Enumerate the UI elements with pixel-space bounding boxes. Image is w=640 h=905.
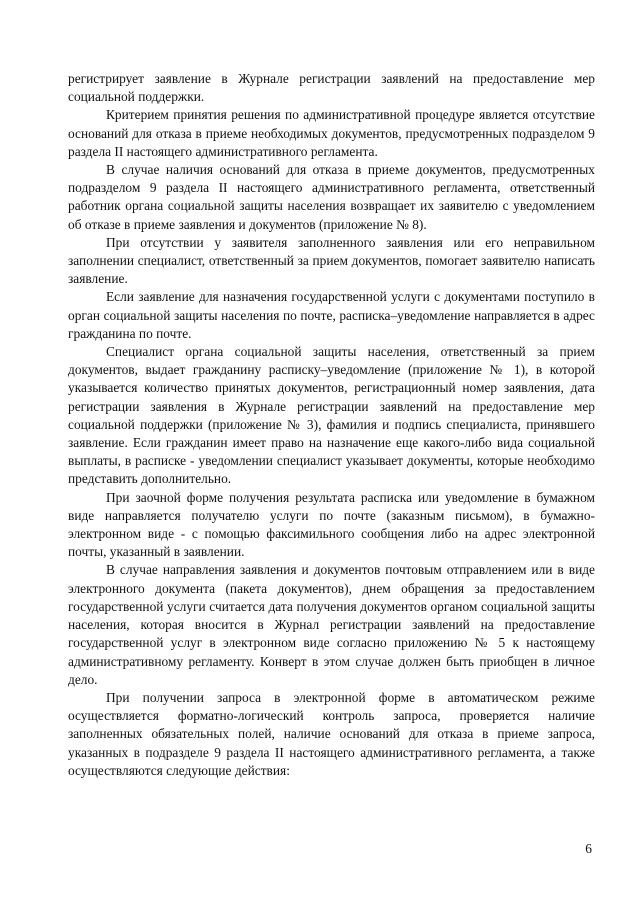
paragraph-6: Специалист органа социальной защиты населения, ответственный за прием документов, выдает гражданину расписку–уведомление (приложение № 1), в которой указывается количество принятых документов, регистрационный номер заявления, дата регистрации заявления в Журнале регистрации заявлений на предоставление мер социальной поддержки (приложение № 3), фамилия и подпись специалиста, принявшего заявление. Если гражданин имеет право на назначение еще какого-либо вида социальной выплаты, в расписке - уведомлении специалист указывает документы, которые необходимо представить дополнительно. <box>68 344 595 487</box>
paragraph-8: В случае направления заявления и документов почтовым отправлением или в виде электронного документа (пакета документов), днем обращения за предоставлением государственной услуги считается дата получения документов органом социальной защиты населения, которая вносится в Журнал регистрации заявлений на предоставление государственной услуг в электронном виде согласно приложению № 5 к настоящему административному регламенту. Конверт в этом случае должен быть приобщен в личное дело. <box>68 562 595 687</box>
paragraph-2: Критерием принятия решения по административной процедуре является отсутствие оснований для отказа в приеме необходимых документов, предусмотренных подразделом 9 раздела II настоящего административного регламента. <box>68 107 595 159</box>
page-number: 6 <box>585 841 592 856</box>
body-text <box>68 70 595 780</box>
paragraph-7: При заочной форме получения результата расписка или уведомление в бумажном виде направляется получателю услуги по почте (заказным письмом), в бумажно-электронном виде - с помощью факсимильного сообщения либо на адрес электронной почты, указанный в заявлении. <box>68 489 595 560</box>
paragraph-9: При получении запроса в электронной форме в автоматическом режиме осуществляется форматно-логический контроль запроса, проверяется наличие заполненных обязательных полей, наличие оснований для отказа в приеме запроса, указанных в подразделе 9 раздела II настоящего административного регламента, а также осуществляются следующие действия: <box>68 689 595 778</box>
paragraph-5: Если заявление для назначения государственной услуги с документами поступило в орган социальной защиты населения по почте, расписка–уведомление направляется в адрес гражданина по почте. <box>68 289 595 341</box>
paragraph-4: При отсутствии у заявителя заполненного заявления или его неправильном заполнении специалист, ответственный за прием документов, помогает заявителю написать заявление. <box>68 234 595 287</box>
paragraph-3: В случае наличия оснований для отказа в приеме документов, предусмотренных подразделом 9 раздела II настоящего административного регламента, ответственный работник органа социальной защиты населения возвращает их заявителю с уведомлением об отказе в приеме заявления и документов (приложение № 8). <box>68 162 595 232</box>
paragraph-1: регистрирует заявление в Журнале регистрации заявлений на предоставление мер социальной поддержки. <box>68 71 595 105</box>
